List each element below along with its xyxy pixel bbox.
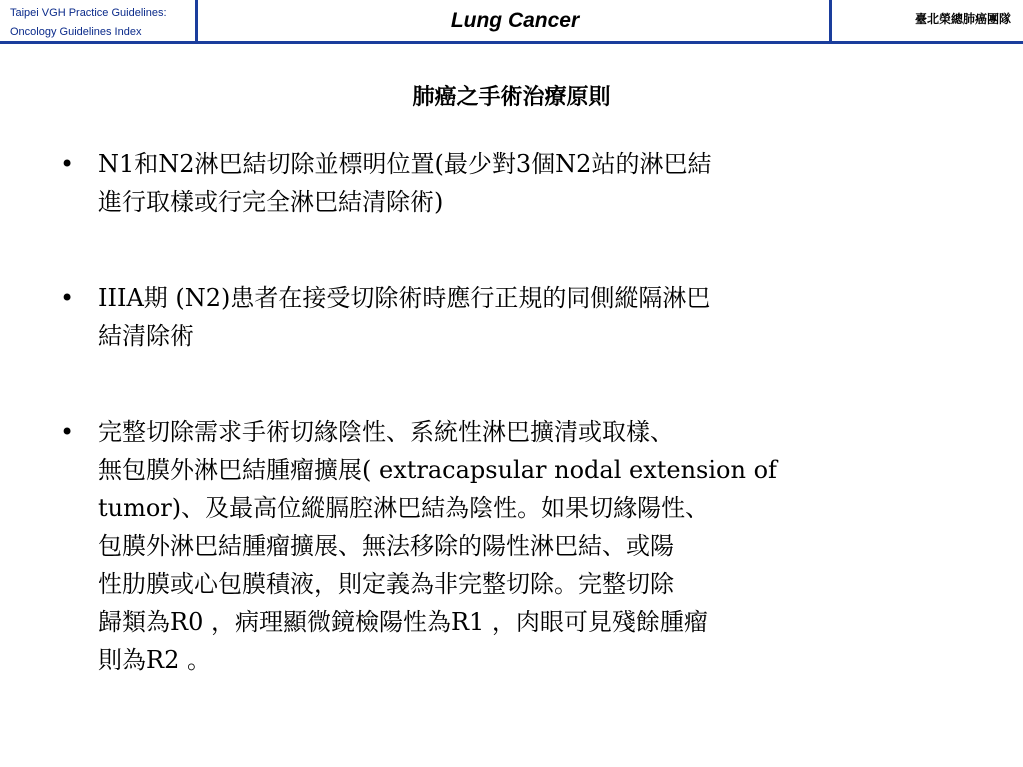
bullet-item bbox=[60, 145, 960, 221]
bullet-dot-icon: • bbox=[60, 150, 75, 178]
bullet-line: IIIA期 (N2)患者在接受切除術時應行正規的同側縱隔淋巴 bbox=[98, 284, 711, 312]
guidelines-index-label bbox=[0, 0, 198, 41]
bullet-line: tumor)、及最高位縱膈腔淋巴結為陰性。如果切緣陽性、 bbox=[98, 494, 710, 522]
bullet-line: 包膜外淋巴結腫瘤擴展、無法移除的陽性淋巴結、或陽 bbox=[98, 532, 674, 560]
guidelines-line-1: Taipei VGH Practice Guidelines: bbox=[10, 7, 167, 19]
team-label: 臺北榮總肺癌團隊 bbox=[829, 0, 1023, 41]
bullet-line: N1和N2淋巴結切除並標明位置(最少對3個N2站的淋巴結 bbox=[98, 150, 712, 178]
bullet-line: 則為R2 。 bbox=[98, 646, 211, 674]
bullet-line: 歸類為R0 ，病理顯微鏡檢陽性為R1 ，肉眼可見殘餘腫瘤 bbox=[98, 608, 708, 636]
bullet-list bbox=[60, 145, 960, 679]
bullet-item bbox=[60, 413, 960, 679]
bullet-line: 無包膜外淋巴結腫瘤擴展( extracapsular nodal extension of bbox=[98, 456, 777, 484]
bullet-line: 結清除術 bbox=[98, 322, 194, 350]
bullet-line: 進行取樣或行完全淋巴結清除術) bbox=[98, 188, 444, 216]
bullet-item bbox=[60, 279, 960, 355]
bullet-line: 完整切除需求手術切緣陰性、系統性淋巴擴清或取樣、 bbox=[98, 418, 674, 446]
bullet-dot-icon: • bbox=[60, 418, 75, 446]
bullet-dot-icon: • bbox=[60, 284, 75, 312]
header-title: Lung Cancer bbox=[450, 9, 580, 32]
guidelines-line-2: Oncology Guidelines Index bbox=[10, 26, 142, 38]
slide-header bbox=[0, 0, 1023, 44]
slide-title: 肺癌之手術治療原則 bbox=[412, 84, 611, 110]
bullet-line: 性肋膜或心包膜積液，則定義為非完整切除。完整切除 bbox=[98, 570, 674, 598]
